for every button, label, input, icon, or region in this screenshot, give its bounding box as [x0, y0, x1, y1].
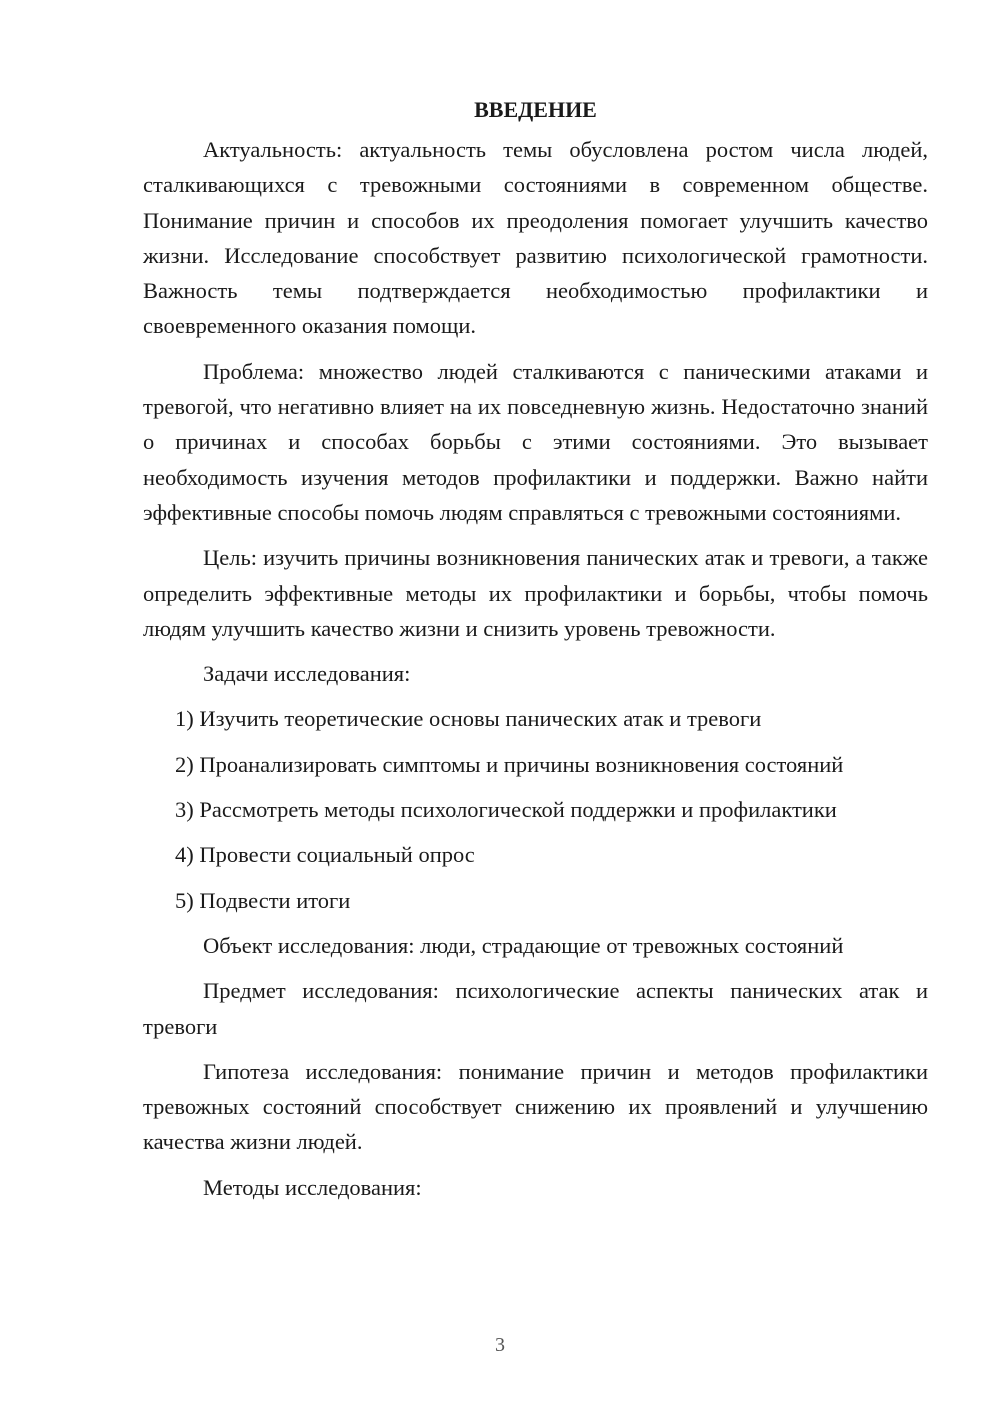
paragraph-hypothesis: Гипотеза исследования: понимание причин и методов профилактики тревожных состояний способствует снижению их проявлений и улучшению качества жизни людей.	[143, 1058, 928, 1155]
task-item: 4) Провести социальный опрос	[175, 842, 475, 868]
page-number: 3	[495, 1334, 505, 1356]
tasks-title: Задачи исследования:	[203, 661, 411, 687]
task-item: 1) Изучить теоретические основы панических атак и тревоги	[175, 706, 762, 732]
tasks-list	[143, 701, 928, 917]
paragraph-relevance: Актуальность: актуальность темы обусловлена ростом числа людей, сталкивающихся с тревожными состояниями в современном обществе. Понимание причин и способов их преодоления помогает улучшить качество жизни. Исследование способствует развитию психологической грамотности. Важность темы подтверждается необходимостью профилактики и своевременного оказания помощи.	[143, 137, 928, 339]
task-item: 3) Рассмотреть методы психологической поддержки и профилактики	[175, 797, 837, 823]
paragraph-problem: Проблема: множество людей сталкиваются с паническими атаками и тревогой, что негативно влияет на их повседневную жизнь. Недостаточно знаний о причинах и способах борьбы с этими состояниями. Это вызывает необходимость изучения методов профилактики и поддержки. Важно найти эффективные способы помочь людям справляться с тревожными состояниями.	[143, 358, 928, 525]
page-content	[143, 92, 928, 1215]
paragraph-goal: Цель: изучить причины возникновения панических атак и тревоги, а также определить эффективные методы их профилактики и борьбы, чтобы помочь людям улучшить качество жизни и снизить уровень тревожности.	[143, 545, 928, 641]
paragraph-object: Объект исследования: люди, страдающие от тревожных состояний	[203, 932, 844, 958]
paragraph-subject: Предмет исследования: психологические аспекты панических атак и тревоги	[143, 978, 928, 1039]
task-item: 5) Подвести итоги	[175, 887, 351, 913]
methods-title: Методы исследования:	[203, 1174, 422, 1200]
task-item: 2) Проанализировать симптомы и причины возникновения состояний	[175, 751, 844, 777]
section-heading: ВВЕДЕНИЕ	[474, 97, 597, 122]
